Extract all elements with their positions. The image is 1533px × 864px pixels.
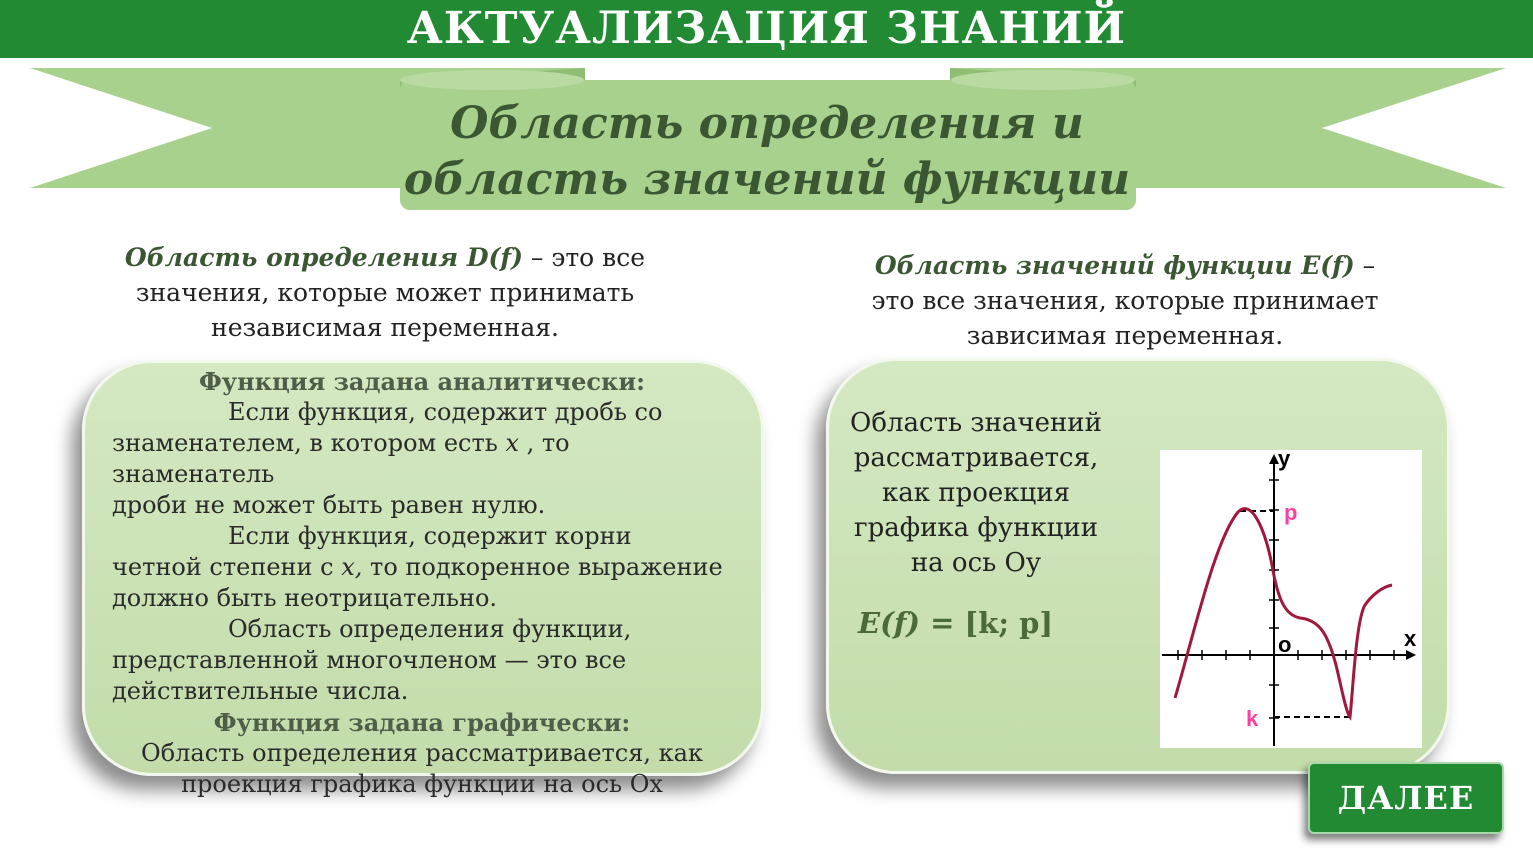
range-explanation bbox=[840, 406, 1112, 581]
range-def-text-3: зависимая переменная. bbox=[966, 321, 1284, 350]
graph-label-x: x bbox=[1404, 626, 1417, 651]
range-def-text-1: – bbox=[1354, 251, 1376, 280]
formula-rhs: [k; p] bbox=[964, 606, 1054, 640]
rule-poly-line3: действительные числа. bbox=[112, 677, 409, 705]
rule-root-var: x, bbox=[341, 553, 363, 581]
rule-graphic-line1: Область определения рассматривается, как bbox=[141, 739, 703, 767]
heading-analytic: Функция задана аналитически: bbox=[198, 367, 646, 396]
domain-rules-text bbox=[112, 366, 732, 800]
ribbon-title bbox=[400, 96, 1134, 208]
next-button[interactable]: ДАЛЕЕ bbox=[1308, 762, 1504, 834]
domain-term: Область определения D(f) bbox=[124, 243, 523, 272]
range-text-line3: как проекция bbox=[882, 478, 1070, 508]
ribbon-title-line1: Область определения и bbox=[450, 98, 1084, 149]
range-definition bbox=[840, 248, 1410, 353]
rule-fraction-line1: Если функция, содержит дробь со bbox=[228, 398, 663, 426]
range-formula bbox=[858, 606, 1053, 640]
formula-eq: = bbox=[920, 606, 965, 640]
heading-graphic: Функция задана графически: bbox=[213, 708, 631, 737]
graph-label-p: p bbox=[1284, 500, 1298, 525]
graph-label-y: y bbox=[1278, 446, 1291, 471]
header-title: АКТУАЛИЗАЦИЯ ЗНАНИЙ bbox=[406, 3, 1127, 54]
rule-fraction-var: x bbox=[505, 429, 520, 457]
rule-fraction-line3: дроби не может быть равен нулю. bbox=[112, 491, 546, 519]
rule-poly-line2: представленной многочленом — это все bbox=[112, 646, 627, 674]
range-def-text-2: это все значения, которые принимает bbox=[871, 286, 1379, 315]
domain-definition bbox=[100, 240, 670, 345]
header-bar bbox=[0, 0, 1533, 58]
formula-lhs: E(f) bbox=[858, 606, 921, 640]
rule-fraction-line2b: , то знаменатель bbox=[112, 429, 570, 488]
rule-fraction-line2a: знаменателем, в котором есть bbox=[112, 429, 506, 457]
range-text-line2: рассматривается, bbox=[853, 443, 1099, 473]
range-term: Область значений функции E(f) bbox=[874, 251, 1355, 280]
range-text-line4: графика функции bbox=[853, 513, 1099, 543]
domain-def-text-1: – это все bbox=[522, 243, 646, 272]
graph-label-k: k bbox=[1246, 706, 1259, 731]
range-text-line5: на ось Оу bbox=[910, 548, 1042, 578]
rule-poly-line1: Область определения функции, bbox=[228, 615, 632, 643]
domain-def-text-3: независимая переменная. bbox=[211, 313, 559, 342]
ribbon-title-line2: область значений функции bbox=[403, 154, 1131, 205]
range-text-line1: Область значений bbox=[850, 408, 1102, 438]
graph-svg bbox=[1160, 450, 1422, 748]
rule-root-line2b: то подкоренное выражение bbox=[362, 553, 723, 581]
function-curve bbox=[1175, 509, 1392, 717]
function-graph bbox=[1160, 446, 1422, 748]
rule-root-line3: должно быть неотрицательно. bbox=[112, 584, 498, 612]
rule-graphic-line2: проекция графика функции на ось Ох bbox=[181, 770, 663, 798]
graph-label-o: o bbox=[1278, 632, 1292, 657]
rule-root-line2a: четной степени с bbox=[112, 553, 342, 581]
domain-def-text-2: значения, которые может принимать bbox=[135, 278, 635, 307]
rule-root-line1: Если функция, содержит корни bbox=[228, 522, 632, 550]
